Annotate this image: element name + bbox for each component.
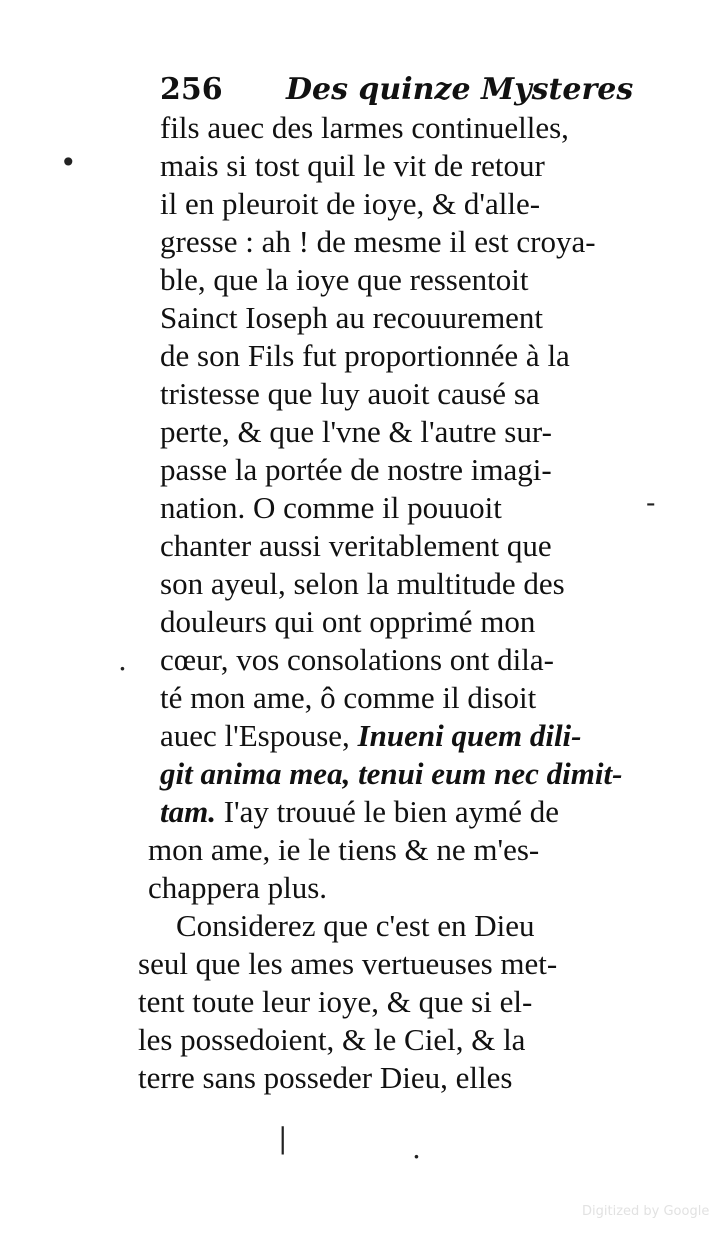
running-title: Des quinze Mysteres [286, 72, 634, 107]
text-line: seul que les ames vertueuses met- [138, 946, 558, 981]
text-line: té mon ame, ô comme il disoit [160, 680, 537, 715]
text-line: Sainct Ioseph au recouurement [160, 300, 544, 335]
text-line: gresse : ah ! de mesme il est croya- [160, 224, 596, 259]
text-line: ble, que la ioye que ressentoit [160, 262, 529, 297]
text-line: de son Fils fut proportionnée à la [160, 338, 570, 373]
text-line: son ayeul, selon la multitude des [160, 566, 565, 601]
text-line: auec l'Espouse, Inueni quem dili- [160, 718, 582, 753]
text-line: les possedoient, & le Ciel, & la [138, 1022, 526, 1057]
footer-mark: | [278, 1122, 288, 1155]
text-line: fils auec des larmes continuelles, [160, 110, 569, 145]
margin-mark: • [60, 146, 77, 179]
text-line: terre sans posseder Dieu, elles [138, 1060, 513, 1095]
text-line: perte, & que l'vne & l'autre sur- [160, 414, 552, 449]
text-line: chappera plus. [148, 870, 328, 905]
text-line: passe la portée de nostre imagi- [160, 452, 552, 487]
margin-mark: - [646, 486, 656, 519]
page-number: 256 [160, 72, 223, 107]
text-line: tristesse que luy auoit causé sa [160, 376, 540, 411]
text-line: cœur, vos consolations ont dila- [160, 642, 554, 677]
margin-mark: . [412, 1132, 421, 1165]
text-line: mon ame, ie le tiens & ne m'es- [148, 832, 540, 867]
text-line: chanter aussi veritablement que [160, 528, 552, 563]
text-line: tam. I'ay trouué le bien aymé de [160, 794, 559, 829]
text-line: tent toute leur ioye, & que si el- [138, 984, 533, 1019]
text-line: douleurs qui ont opprimé mon [160, 604, 536, 639]
text-line: git anima mea, tenui eum nec dimit- [160, 756, 623, 791]
margin-mark: . [118, 644, 127, 677]
text-line: il en pleuroit de ioye, & d'alle- [160, 186, 541, 221]
text-line: Considerez que c'est en Dieu [176, 908, 535, 943]
text-line: mais si tost quil le vit de retour [160, 148, 545, 183]
digitizer-watermark: Digitized by Google [582, 1204, 710, 1219]
text-line: nation. O comme il pouuoit [160, 490, 502, 525]
